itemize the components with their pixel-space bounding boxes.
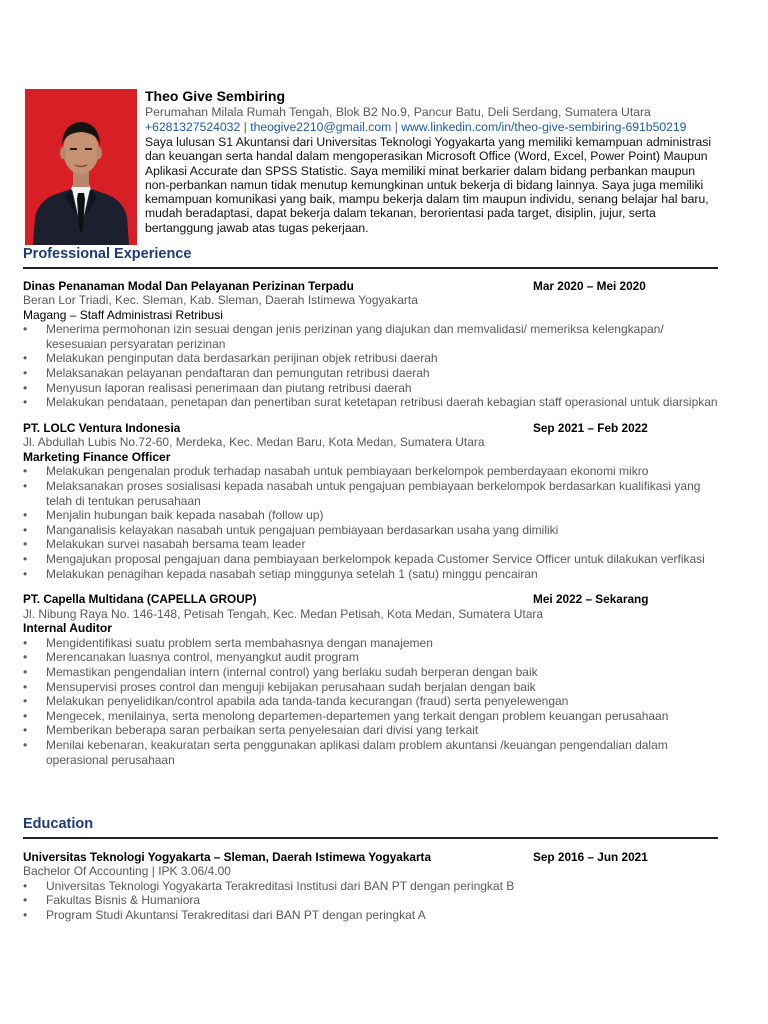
education-heading: [23, 850, 718, 865]
list-item: • Melakukan pendataan, penetapan dan penertiban surat ketetapan retribusi daerah kebagian staff operasional untuk diarsipkan: [23, 395, 718, 410]
contact-line: [145, 120, 745, 135]
job-list: [23, 279, 718, 768]
list-item: • Menerima permohonan izin sesuai dengan jenis perizinan yang diajukan dan memvalidasi/ memeriksa kelengkapan/ kesesuaian persyaratan perizinan: [23, 322, 718, 351]
job-period: Mar 2020 – Mei 2020: [533, 278, 646, 293]
candidate-name: Theo Give Sembiring: [145, 88, 286, 104]
profile-summary: Saya lulusan S1 Akuntansi dari Universitas Teknologi Yogyakarta yang memiliki kemampuan administrasi dan keuangan serta handal dalam mengoperasikan Microsoft Office (Word, Excel, Power Point) Maupun Aplikasi Accurate dan SPSS Statistic. Saya memiliki minat berkarier dalam bidang perbankan maupun non-perbankan namun tidak menutup kemungkinan untuk bekerja di bidang lainnya. Saya juga memiliki kemampuan komunikasi yang baik, mampu bekerja dalam tim maupun individu, senang belajar hal baru, mudah beradaptasi, dapat bekerja dalam tekanan, berorientasi pada target, disiplin, jujur, serta bertanggung jawab atas tugas pekerjaan.: [145, 135, 712, 235]
job-bullets: [23, 322, 718, 410]
list-item: • Manganalisis kelayakan nasabah untuk pengajuan pembiayaan berdasarkan usaha yang dimiliki: [23, 523, 718, 538]
job-period: Mei 2022 – Sekarang: [533, 592, 649, 607]
contact-separator: |: [394, 120, 398, 134]
list-item: • Melakukan penagihan kepada nasabah setiap minggunya setelah 1 (satu) minggu pencairan: [23, 567, 718, 582]
list-item: • Melakukan penginputan data berdasarkan perijinan objek retribusi daerah: [23, 351, 718, 366]
list-item: • Menilai kebenaran, keakuratan serta penggunakan aplikasi dalam problem akuntansi /keuangan pengendalian dalam operasional perusahaan: [23, 738, 718, 767]
job-entry: [23, 279, 718, 410]
list-item: • Memastikan pengendalian intern (internal control) yang berlaku sudah berperan dengan baik: [23, 665, 718, 680]
phone-number[interactable]: +6281327524032: [145, 120, 241, 134]
profile-photo: [25, 89, 137, 245]
job-role: Marketing Finance Officer: [23, 449, 171, 464]
job-heading: [23, 279, 718, 294]
section-divider: [23, 837, 718, 839]
list-item: • Menjalin hubungan baik kepada nasabah (follow up): [23, 508, 718, 523]
company-name: Dinas Penanaman Modal Dan Pelayanan Perizinan Terpadu: [23, 278, 354, 293]
linkedin-link[interactable]: www.linkedin.com/in/theo-give-sembiring-691b50219: [401, 120, 687, 134]
list-item: • Melakukan survei nasabah bersama team leader: [23, 537, 718, 552]
list-item: • Melakukan pengenalan produk terhadap nasabah untuk pembiayaan berkelompok pemberdayaan ekonomi mikro: [23, 464, 718, 479]
job-heading: [23, 421, 718, 436]
list-item: • Menyusun laporan realisasi penerimaan dan piutang retribusi daerah: [23, 381, 718, 396]
education-entry: [23, 850, 718, 923]
list-item: • Mengidentifikasi suatu problem serta membahasnya dengan manajemen: [23, 636, 718, 651]
list-item: • Universitas Teknologi Yogyakarta Terakreditasi Institusi dari BAN PT dengan peringkat B: [23, 879, 718, 894]
section-title-education: Education: [23, 816, 94, 832]
contact-separator: |: [243, 120, 247, 134]
company-name: PT. Capella Multidana (CAPELLA GROUP): [23, 592, 257, 607]
section-divider: [23, 267, 718, 269]
company-location: Jl. Nibung Raya No. 146-148, Petisah Tengah, Kec. Medan Petisah, Kota Medan, Sumatera Utara: [23, 606, 544, 621]
job-role: Magang – Staff Administrasi Retribusi: [23, 307, 223, 322]
company-location: Jl. Abdullah Lubis No.72-60, Merdeka, Kec. Medan Baru, Kota Medan, Sumatera Utara: [23, 435, 485, 450]
list-item: • Mengecek, menilainya, serta menolong departemen-departemen yang terkait dengan problem keuangan perusahaan: [23, 709, 718, 724]
list-item: • Mensupervisi proses control dan menguji kebijakan perusahaan sudah berjalan dengan baik: [23, 680, 718, 695]
job-bullets: [23, 636, 718, 767]
list-item: • Memberikan beberapa saran perbaikan serta penyelesaian dari divisi yang terkait: [23, 723, 718, 738]
job-period: Sep 2021 – Feb 2022: [533, 420, 648, 435]
job-bullets: [23, 464, 718, 581]
job-heading: [23, 592, 718, 607]
job-role: Internal Auditor: [23, 621, 112, 636]
education-section: [23, 815, 718, 922]
company-name: PT. LOLC Ventura Indonesia: [23, 420, 181, 435]
company-location: Beran Lor Triadi, Kec. Sleman, Kab. Sleman, Daerah Istimewa Yogyakarta: [23, 293, 418, 307]
school-name: Universitas Teknologi Yogyakarta – Sleman, Daerah Istimewa Yogyakarta: [23, 849, 432, 864]
education-bullets: [23, 879, 718, 923]
list-item: • Melakukan penyelidikan/control apabila ada tanda-tanda kecurangan (fraud) serta penyelewengan: [23, 694, 718, 709]
resume-header: [145, 88, 745, 235]
home-address: Perumahan Milala Rumah Tengah, Blok B2 No.9, Pancur Batu, Deli Serdang, Sumatera Utara: [145, 105, 651, 119]
degree: Bachelor Of Accounting | IPK 3.06/4.00: [23, 864, 231, 878]
section-title-experience: Professional Experience: [23, 246, 192, 262]
job-entry: [23, 592, 718, 767]
list-item: • Mengajukan proposal pengajuan dana pembiayaan berkelompok kepada Customer Service Officer untuk dilakukan verfikasi: [23, 552, 718, 567]
education-period: Sep 2016 – Jun 2021: [533, 849, 648, 864]
list-item: • Program Studi Akuntansi Terakreditasi dari BAN PT dengan peringkat A: [23, 908, 718, 923]
list-item: • Merencanakan luasnya control, menyangkut audit program: [23, 650, 718, 665]
list-item: • Melaksanakan proses sosialisasi kepada nasabah untuk pengajuan pembiayaan berkelompok berdasarkan kualifikasi yang telah di tentukan perusahaan: [23, 479, 718, 508]
experience-section: [23, 245, 718, 767]
job-entry: [23, 421, 718, 581]
email-link[interactable]: theogive2210@gmail.com: [250, 120, 392, 134]
person-portrait-icon: [25, 89, 137, 245]
list-item: • Melaksanakan pelayanan pendaftaran dan pemungutan retribusi daerah: [23, 366, 718, 381]
list-item: • Fakultas Bisnis & Humaniora: [23, 893, 718, 908]
